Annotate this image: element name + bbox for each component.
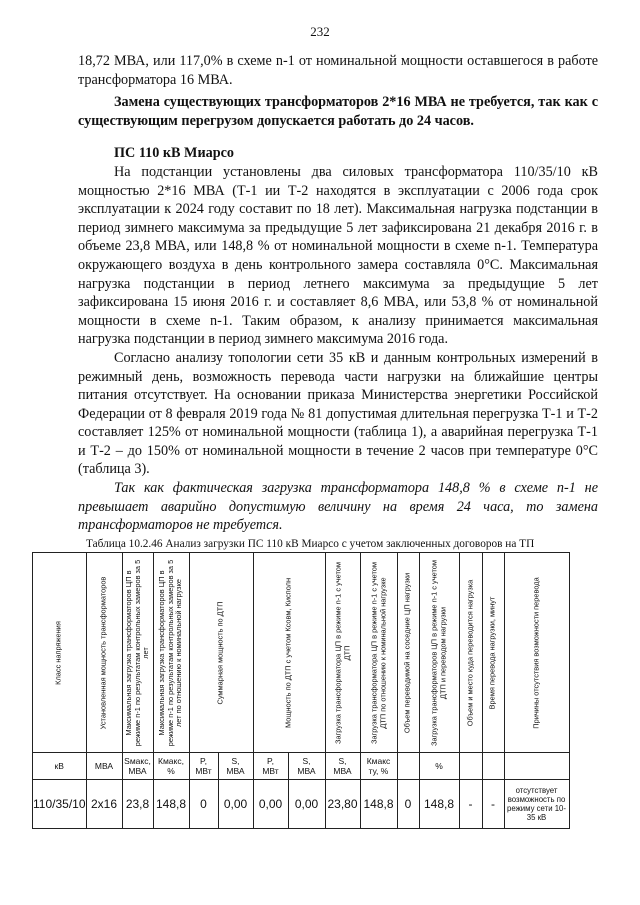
header-load-after-transfer: Загрузка трансформаторов ЦП в режиме n-1 с учетом ДТП и переводом нагрузки (419, 553, 459, 753)
header-dtp-power-coefficients: Мощность по ДТП с учетом Ксовм, Кисполн (253, 553, 325, 753)
header-transfer-impossibility-reasons: Причины отсутствия возможности перевода (504, 553, 569, 753)
cell-transfer-destination: - (459, 780, 482, 829)
unit-cell: Кмакс, % (153, 753, 189, 780)
table-units-row (33, 753, 570, 780)
unit-cell (504, 753, 569, 780)
cell-load-with-dtp-percent: 148,8 (360, 780, 397, 829)
header-max-load: Максимальная загрузка трансформаторов ЦП в режиме n-1 по результатам контрольных замеров за 5 лет (122, 553, 153, 753)
unit-cell: Sмакс, МВА (122, 753, 153, 780)
unit-cell: кВ (33, 753, 87, 780)
paragraph-continuation: 18,72 МВА, или 117,0% в схеме n-1 от номинальной мощности оставшегося в работе трансформатора 16 МВА. (78, 53, 598, 88)
document-body (78, 52, 598, 535)
unit-cell: МВА (86, 753, 122, 780)
paragraph-topology-analysis: Согласно анализу топологии сети 35 кВ и данным контрольных измерений в режимный день, возможность перевода части нагрузки на ближайшие центры питания отсутствует. На основании приказа Министерства энергетики Российской Федерации от 8 февраля 2019 года № 81 допустимая длительная перегрузка Т-1 и Т-2 составляет 125% от номинальной мощности (таблица 1), а аварийная перегрузка Т-1 и Т-2 – до 150% от номинальной мощности в течение 2 часов при температуре 0°С (таблица 3). (78, 349, 598, 478)
header-voltage-class: Класс напряжения (33, 553, 87, 753)
page-number: 232 (310, 24, 330, 39)
cell-voltage: 110/35/10 (33, 780, 87, 829)
header-load-with-dtp: Загрузка трансформатора ЦП в режиме n-1 с учетом ДТП (325, 553, 360, 753)
load-analysis-table (32, 552, 570, 829)
unit-cell (482, 753, 504, 780)
paragraph-conclusion-bold: Замена существующих трансформаторов 2*16 МВА не требуется, так как с существующим перегрузом допускается работать до 24 часов. (78, 94, 598, 129)
cell-dtp-p: 0 (189, 780, 218, 829)
cell-load-after-transfer: 148,8 (419, 780, 459, 829)
table-header-row (33, 553, 570, 753)
header-transfer-time: Время перевода нагрузки, минут (482, 553, 504, 753)
unit-cell: Кмакс ту, % (360, 753, 397, 780)
unit-cell: S, МВА (288, 753, 325, 780)
unit-cell (459, 753, 482, 780)
header-transferred-load: Объем переводимой на соседние ЦП нагрузки (397, 553, 419, 753)
header-installed-capacity: Установленная мощность трансформаторов (86, 553, 122, 753)
unit-cell: S, МВА (218, 753, 253, 780)
header-transfer-destination: Объем и место куда переводится нагрузка (459, 553, 482, 753)
header-load-with-dtp-percent: Загрузка трансформатора ЦП в режиме n-1 с учетом ДТП по отношению к номинальной нагрузке (360, 553, 397, 753)
unit-cell: S, МВА (325, 753, 360, 780)
section-heading: ПС 110 кВ Миарсо (114, 145, 234, 162)
cell-dtp-coef-p: 0,00 (253, 780, 288, 829)
cell-max-load-percent: 148,8 (153, 780, 189, 829)
table-caption: Таблица 10.2.46 Анализ загрузки ПС 110 кВ Миарсо с учетом заключенных договоров на ТП (86, 538, 535, 550)
table-row (33, 780, 570, 829)
header-total-dtp-power: Суммарная мощность по ДТП (189, 553, 253, 753)
paragraph-conclusion-italic: Так как фактическая загрузка трансформатора 148,8 % в схеме n-1 не превышает аварийно допустимую величину на время 24 часа, то замена трансформаторов не требуется. (78, 480, 598, 534)
cell-max-load: 23,8 (122, 780, 153, 829)
cell-load-with-dtp: 23,80 (325, 780, 360, 829)
paragraph-substation-description: На подстанции установлены два силовых трансформатора 110/35/10 кВ мощностью 2*16 МВА (Т-1 ии Т-2 находятся в эксплуатации с 2006 года срок эксплуатации к 2024 году составит по 18 лет). Максимальная нагрузка подстанции в период зимнего максимума за предыдущие 5 лет зафиксирована 21 декабря 2016 г. в объеме 23,8 МВА, или 148,8 % от номинальной мощности в схеме n-1. Температура окружающего воздуха в день контрольного замера составляла 0°С. Максимальная нагрузка подстанции в период летнего максимума за предыдущие 5 лет зафиксирована 15 июня 2016 г. и составляет 8,6 МВА, или 53,8 % от номинальной мощности в схеме n-1. Таким образом, к анализу принимается максимальная нагрузка подстанции в период зимнего максимума 2016 года. (78, 163, 598, 348)
cell-reason: отсутствует возможность по режиму сети 10-35 кВ (504, 780, 569, 829)
unit-cell: P, МВт (253, 753, 288, 780)
cell-transferred-load: 0 (397, 780, 419, 829)
cell-dtp-coef-s: 0,00 (288, 780, 325, 829)
unit-cell: P, МВт (189, 753, 218, 780)
cell-capacity: 2x16 (86, 780, 122, 829)
unit-cell (397, 753, 419, 780)
cell-transfer-time: - (482, 780, 504, 829)
cell-dtp-s: 0,00 (218, 780, 253, 829)
unit-cell: % (419, 753, 459, 780)
header-max-load-percent: Максимальная загрузка трансформаторов ЦП в режиме n-1 по результатам контрольных замеров за 5 лет по отношению к номинальной нагрузке (153, 553, 189, 753)
